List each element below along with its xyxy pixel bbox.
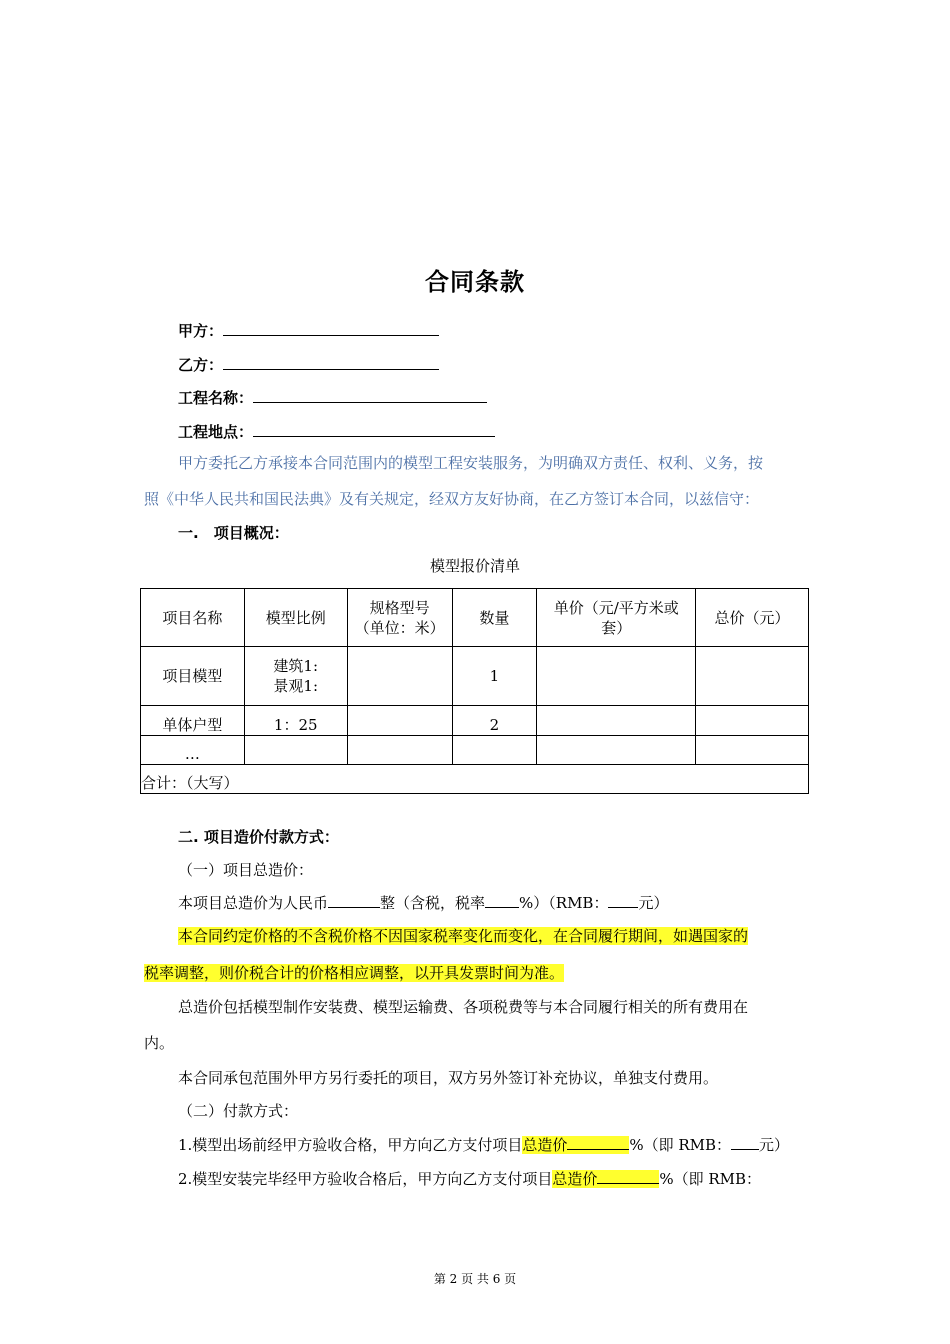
row1-scale-building: 建筑1: [273, 657, 319, 675]
header-scale: 模型比例 [244, 589, 347, 647]
sub-1-heading: （一）项目总造价： [178, 861, 314, 879]
project-location-field [178, 421, 495, 442]
row1-total[interactable] [696, 647, 809, 706]
includes-line-1: 总造价包括模型制作安装费、模型运输费、各项税费等与本合同履行相关的所有费用在 [178, 998, 749, 1016]
price-text-a: 本项目总造价为人民币 [178, 894, 329, 912]
header-name: 项目名称 [141, 589, 245, 647]
party-b-field [178, 354, 439, 375]
page-title: 合同条款 [425, 268, 525, 296]
row1-qty: 1 [452, 647, 537, 706]
pay1-text-b: 总造价 [522, 1136, 568, 1154]
table-total-label: 合计：（大写） [141, 765, 809, 794]
table-row [141, 736, 809, 765]
total-price-line [178, 893, 668, 913]
row1-scale-landscape: 景观1: [273, 677, 319, 695]
pay2-percent-blank[interactable] [597, 1169, 659, 1184]
section-2-heading: 二. 项目造价付款方式： [178, 828, 339, 846]
row2-scale: 1：25 [244, 706, 347, 736]
pay1-text-a: 1.模型出场前经甲方验收合格，甲方向乙方支付项目 [178, 1136, 523, 1154]
price-text-d: 元） [638, 894, 669, 912]
price-amount-blank[interactable] [328, 893, 380, 908]
header-spec-line1: 规格型号 [369, 598, 430, 617]
pay1-rmb-blank[interactable] [731, 1135, 759, 1150]
header-unit-price-line1: 单价（元/平方米或 [553, 598, 679, 617]
pay1-highlight [522, 1136, 629, 1154]
row2-unit-price[interactable] [537, 706, 696, 736]
pay1-percent-blank[interactable] [567, 1135, 629, 1150]
header-total: 总价（元） [696, 589, 809, 647]
pay2-text-c: %（即 RMB： [659, 1170, 762, 1188]
tax-highlight-2: 税率调整，则价税合计的价格相应调整，以开具发票时间为准。 [144, 964, 565, 982]
section-1-heading: 一. 项目概况： [178, 524, 289, 542]
row2-name: 单体户型 [141, 706, 245, 736]
header-spec-line2: （单位：米） [354, 618, 445, 637]
party-b-blank[interactable] [223, 354, 439, 370]
tax-line-1 [178, 927, 748, 946]
intro-line-2: 照《中华人民共和国民法典》及有关规定，经双方友好协商，在乙方签订本合同，以兹信守： [144, 490, 760, 508]
row2-qty: 2 [452, 706, 537, 736]
includes-line-2: 内。 [144, 1034, 175, 1052]
row2-total[interactable] [696, 706, 809, 736]
price-text-b: 整（含税，税率 [380, 894, 486, 912]
row1-unit-price[interactable] [537, 647, 696, 706]
project-name-blank[interactable] [253, 387, 487, 403]
row3-unit-price[interactable] [537, 736, 696, 765]
pay2-text-b: 总造价 [552, 1170, 598, 1188]
row1-spec[interactable] [347, 647, 452, 706]
pay1-text-d: 元） [759, 1136, 790, 1154]
row2-spec[interactable] [347, 706, 452, 736]
quote-table [140, 588, 809, 794]
outside-scope-line: 本合同承包范围外甲方另行委托的项目，双方另外签订补充协议，单独支付费用。 [178, 1069, 719, 1087]
rmb-blank[interactable] [608, 893, 638, 908]
row3-scale[interactable] [244, 736, 347, 765]
party-b-label: 乙方： [178, 356, 224, 374]
tax-highlight-1: 本合同约定价格的不含税价格不因国家税率变化而变化，在合同履行期间，如遇国家的 [178, 927, 749, 945]
project-location-label: 工程地点： [178, 423, 254, 441]
project-name-field [178, 387, 487, 408]
header-unit-price [537, 589, 696, 647]
project-name-label: 工程名称： [178, 389, 254, 407]
table-header-row [141, 589, 809, 647]
intro-line-1: 甲方委托乙方承接本合同范围内的模型工程安装服务，为明确双方责任、权利、义务，按 [178, 454, 764, 472]
sub-2-heading: （二）付款方式： [178, 1102, 299, 1120]
project-location-blank[interactable] [253, 421, 495, 437]
row3-total[interactable] [696, 736, 809, 765]
row1-name: 项目模型 [141, 647, 245, 706]
row3-qty[interactable] [452, 736, 537, 765]
pay2-text-a: 2.模型安装完毕经甲方验收合格后，甲方向乙方支付项目 [178, 1170, 553, 1188]
table-row [141, 647, 809, 706]
payment-1-line [178, 1135, 789, 1155]
tax-line-2 [144, 964, 564, 983]
row1-scale [244, 647, 347, 706]
tax-rate-blank[interactable] [485, 893, 519, 908]
row3-spec[interactable] [347, 736, 452, 765]
header-qty: 数量 [452, 589, 537, 647]
price-text-c: %）（RMB： [519, 894, 609, 912]
table-caption: 模型报价清单 [429, 557, 520, 575]
page-footer: 第 2 页 共 6 页 [433, 1272, 517, 1286]
party-a-field [178, 320, 439, 341]
header-unit-price-line2: 套） [601, 618, 632, 637]
pay1-text-c: %（即 RMB： [629, 1136, 732, 1154]
payment-2-line [178, 1169, 761, 1189]
table-row [141, 706, 809, 736]
row3-name: … [141, 736, 245, 765]
party-a-blank[interactable] [223, 320, 439, 336]
party-a-label: 甲方： [178, 322, 224, 340]
table-total-row [141, 765, 809, 794]
pay2-highlight [552, 1170, 659, 1188]
header-spec [347, 589, 452, 647]
